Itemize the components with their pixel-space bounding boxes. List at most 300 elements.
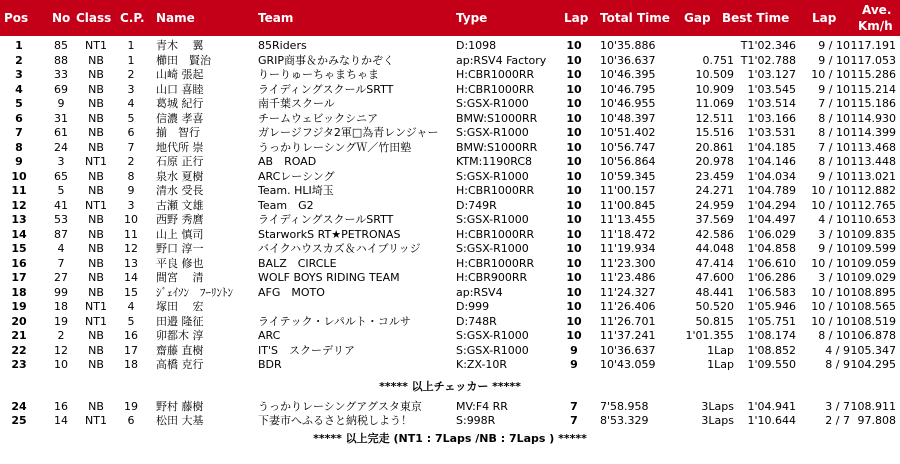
cell-lap: 10 <box>566 329 582 342</box>
cell-blap: 10 / 10 <box>811 285 850 299</box>
cell-class: NT1 <box>85 300 107 313</box>
cell-no: 87 <box>54 227 68 241</box>
cell-blap: 10 / 10 <box>811 198 850 212</box>
cell-name: 野村 藤樹 <box>156 400 204 413</box>
cell-total: 8'53.329 <box>600 414 649 427</box>
cell-type: S:GSX-R1000 <box>456 343 529 357</box>
cell-best: T1'02.788 <box>740 53 796 67</box>
cell-pos: 8 <box>15 140 23 154</box>
cell-gap: 15.516 <box>695 126 734 139</box>
cell-gap: 42.586 <box>695 227 734 241</box>
table-row <box>0 39 900 53</box>
cell-blap: 4 / 9 <box>825 343 850 357</box>
cell-pos: 6 <box>15 111 23 125</box>
cell-best: 1'03.127 <box>747 68 796 81</box>
cell-lap: 9 <box>570 358 578 371</box>
cell-type: S:GSX-R1000 <box>456 213 529 226</box>
table-row <box>0 97 900 111</box>
cell-team: ガレージフジタ2軍□為青レンジャー <box>258 126 439 139</box>
cell-total: 10'56.864 <box>600 155 656 168</box>
cell-total: 10'36.637 <box>600 343 656 357</box>
cell-name: 卯都木 淳 <box>156 329 204 342</box>
cell-lap: 7 <box>570 414 578 427</box>
cell-team: 南千葉スクール <box>258 97 335 110</box>
cell-class: NB <box>88 400 104 413</box>
table-row <box>0 68 900 82</box>
cell-ave: 114.930 <box>850 111 896 125</box>
col-team: Team <box>258 11 294 25</box>
cell-blap: 7 / 10 <box>818 140 850 154</box>
cell-blap: 10 / 10 <box>811 256 850 270</box>
cell-cp: 8 <box>127 169 135 183</box>
cell-pos: 7 <box>15 126 23 139</box>
cell-lap: 10 <box>566 213 582 226</box>
cell-team: 下妻市へふるさと納税しよう！ <box>258 414 412 427</box>
table-row <box>0 257 900 271</box>
cell-pos: 24 <box>11 400 27 413</box>
cell-ave: 113.021 <box>850 169 896 183</box>
cell-total: 11'24.327 <box>600 285 656 299</box>
cell-blap: 7 / 10 <box>818 97 850 110</box>
cell-gap: 24.271 <box>695 184 734 197</box>
table-row <box>0 315 900 329</box>
cell-lap: 10 <box>566 68 582 81</box>
cell-class: NB <box>88 271 104 284</box>
table-row <box>0 126 900 140</box>
cell-class: NB <box>88 97 104 110</box>
cell-team: GRIP商事＆かみなりかぞく <box>258 53 395 67</box>
cell-pos: 3 <box>15 68 23 81</box>
cell-pos: 2 <box>15 53 23 67</box>
cell-ave: 108.911 <box>850 400 896 413</box>
cell-type: D:999 <box>456 300 490 313</box>
cell-ave: 109.835 <box>850 227 896 241</box>
cell-blap: 9 / 10 <box>818 82 850 96</box>
cell-type: KTM:1190RC8 <box>456 155 533 168</box>
cell-type: H:CBR1000RR <box>456 68 535 81</box>
cell-pos: 12 <box>11 198 27 212</box>
cell-blap: 2 / 7 <box>825 414 850 427</box>
cell-cp: 5 <box>127 111 135 125</box>
cell-total: 10'59.345 <box>600 169 656 183</box>
cell-blap: 9 / 10 <box>818 169 850 183</box>
cell-name: 葛城 紀行 <box>156 97 204 110</box>
cell-total: 10'51.402 <box>600 126 656 139</box>
cell-name: 齋藤 直樹 <box>156 343 204 357</box>
cell-gap: 20.861 <box>695 140 734 154</box>
cell-ave: 112.882 <box>850 184 896 197</box>
cell-blap: 4 / 10 <box>818 213 850 226</box>
cell-team: StarworkS RT★PETRONAS <box>258 227 401 241</box>
col-total-time: Total Time <box>600 11 670 25</box>
cell-lap: 10 <box>566 126 582 139</box>
cell-type: S:GSX-R1000 <box>456 126 529 139</box>
cell-best: 1'08.852 <box>747 343 796 357</box>
cell-class: NT1 <box>85 155 107 168</box>
cell-cp: 19 <box>124 400 138 413</box>
col-ave: Ave. <box>862 3 892 17</box>
cell-cp: 3 <box>127 198 135 212</box>
table-row <box>0 400 900 414</box>
cell-pos: 20 <box>11 314 27 328</box>
cell-type: H:CBR1000RR <box>456 227 535 241</box>
cell-no: 33 <box>54 68 68 81</box>
cell-pos: 16 <box>11 256 27 270</box>
cell-name: 西野 秀麿 <box>156 213 204 226</box>
cell-best: 1'03.531 <box>747 126 796 139</box>
cell-team: 85Riders <box>258 39 307 52</box>
cell-ave: 108.565 <box>850 300 896 313</box>
cell-cp: 3 <box>127 82 135 96</box>
table-row <box>0 242 900 256</box>
cell-team: うっかりレーシングアグスタ東京 <box>258 400 422 413</box>
cell-gap: 20.978 <box>695 155 734 168</box>
cell-gap: 10.909 <box>695 82 734 96</box>
cell-no: 24 <box>54 140 68 154</box>
cell-type: S:GSX-R1000 <box>456 169 529 183</box>
cell-team: AFG MOTO <box>258 285 325 299</box>
cell-name: 野口 淳一 <box>156 242 204 255</box>
cell-name: 田邉 隆征 <box>156 314 204 328</box>
cell-best: 1'04.789 <box>747 184 796 197</box>
cell-best: 1'03.166 <box>747 111 796 125</box>
cell-type: H:CBR1000RR <box>456 82 535 96</box>
cell-pos: 22 <box>11 343 27 357</box>
cell-best: 1'03.514 <box>747 97 796 110</box>
cell-best: 1'04.941 <box>747 400 796 413</box>
cell-cp: 11 <box>124 227 138 241</box>
cell-lap: 10 <box>566 140 582 154</box>
cell-no: 19 <box>54 314 68 328</box>
cell-blap: 8 / 9 <box>825 358 850 371</box>
table-row <box>0 271 900 285</box>
cell-no: 99 <box>54 285 68 299</box>
cell-class: NB <box>88 53 104 67</box>
cell-lap: 10 <box>566 227 582 241</box>
cell-ave: 105.347 <box>850 343 896 357</box>
cell-name: 揃 智行 <box>156 126 200 139</box>
cell-class: NT1 <box>85 314 107 328</box>
cell-type: S:998R <box>456 414 496 427</box>
cell-best: 1'04.497 <box>747 213 796 226</box>
cell-lap: 10 <box>566 300 582 313</box>
cell-type: H:CBR900RR <box>456 271 528 284</box>
cell-blap: 9 / 10 <box>818 242 850 255</box>
cell-pos: 17 <box>11 271 27 284</box>
cell-team: チームウェビックシニア <box>258 111 379 125</box>
cell-ave: 108.895 <box>850 285 896 299</box>
cell-pos: 14 <box>11 227 27 241</box>
table-row <box>0 213 900 227</box>
cell-cp: 2 <box>127 68 135 81</box>
cell-ave: 110.653 <box>850 213 896 226</box>
cell-total: 10'46.955 <box>600 97 656 110</box>
cell-cp: 12 <box>124 242 138 255</box>
cell-gap: 3Laps <box>701 400 734 413</box>
cell-ave: 97.808 <box>857 414 896 427</box>
cell-team: BDR <box>258 358 282 371</box>
cell-ave: 112.765 <box>850 198 896 212</box>
col-no: No <box>52 11 71 25</box>
cell-blap: 10 / 10 <box>811 184 850 197</box>
cell-name: ｼﾞｪｲｿﾝ ﾌｰﾘﾝﾄﾝ <box>156 285 233 299</box>
table-row <box>0 155 900 169</box>
col-gap: Gap <box>684 11 711 25</box>
cell-type: MV:F4 RR <box>456 400 508 413</box>
cell-blap: 3 / 10 <box>818 271 850 284</box>
cell-ave: 117.053 <box>850 53 896 67</box>
cell-gap: 24.959 <box>695 198 734 212</box>
cell-team: ARCレーシング <box>258 169 335 183</box>
cell-gap: 1Lap <box>707 343 734 357</box>
cell-total: 11'18.472 <box>600 227 656 241</box>
cell-best: 1'09.550 <box>747 358 796 371</box>
cell-total: 10'56.747 <box>600 140 656 154</box>
cell-best: 1'03.545 <box>747 82 796 96</box>
table-row <box>0 358 900 372</box>
cell-name: 櫛田 賢治 <box>156 53 211 67</box>
cell-no: 65 <box>54 169 68 183</box>
cell-pos: 1 <box>15 39 23 52</box>
cell-cp: 10 <box>124 213 138 226</box>
cell-ave: 115.186 <box>850 97 896 110</box>
cell-lap: 10 <box>566 242 582 255</box>
cell-best: 1'04.146 <box>747 155 796 168</box>
table-row <box>0 344 900 358</box>
table-row <box>0 414 900 428</box>
cell-cp: 13 <box>124 256 138 270</box>
cell-total: 10'46.795 <box>600 82 656 96</box>
cell-class: NB <box>88 169 104 183</box>
cell-class: NB <box>88 343 104 357</box>
cell-team: Team G2 <box>258 198 314 212</box>
col-lap: Lap <box>564 11 589 25</box>
cell-no: 27 <box>54 271 68 284</box>
cell-team: Team. HLI埼玉 <box>258 184 334 197</box>
cell-cp: 2 <box>127 155 135 168</box>
cell-ave: 113.468 <box>850 140 896 154</box>
cell-ave: 113.448 <box>850 155 896 168</box>
cell-best: 1'04.294 <box>747 198 796 212</box>
cell-gap: 48.441 <box>695 285 734 299</box>
cell-ave: 114.399 <box>850 126 896 139</box>
cell-lap: 10 <box>566 53 582 67</box>
cell-blap: 10 / 10 <box>811 314 850 328</box>
cell-ave: 109.599 <box>850 242 896 255</box>
cell-total: 11'19.934 <box>600 242 656 255</box>
cell-name: 石原 正行 <box>156 155 204 168</box>
cell-class: NB <box>88 329 104 342</box>
cell-pos: 15 <box>11 242 27 255</box>
cell-cp: 1 <box>127 39 135 52</box>
cell-team: BALZ CIRCLE <box>258 256 337 270</box>
cell-team: りーりゅーちゃまちゃま <box>258 68 379 81</box>
cell-blap: 8 / 10 <box>818 155 850 168</box>
table-row <box>0 228 900 242</box>
cell-lap: 10 <box>566 256 582 270</box>
cell-type: K:ZX-10R <box>456 358 508 371</box>
col-cp: C.P. <box>120 11 145 25</box>
cell-cp: 4 <box>127 300 135 313</box>
col-pos: Pos <box>4 11 29 25</box>
col-class: Class <box>76 11 112 25</box>
cell-lap: 10 <box>566 82 582 96</box>
cell-class: NB <box>88 184 104 197</box>
cell-type: H:CBR1000RR <box>456 256 535 270</box>
cell-class: NB <box>88 111 104 125</box>
cell-no: 2 <box>57 329 65 342</box>
cell-best: 1'08.174 <box>747 329 796 342</box>
cell-name: 平良 修也 <box>156 256 204 270</box>
cell-type: H:CBR1000RR <box>456 184 535 197</box>
table-row <box>0 170 900 184</box>
cell-ave: 117.191 <box>850 39 896 52</box>
cell-team: AB ROAD <box>258 155 317 168</box>
cell-gap: 0.751 <box>702 53 734 67</box>
cell-lap: 10 <box>566 285 582 299</box>
cell-lap: 10 <box>566 39 582 52</box>
cell-total: 10'43.059 <box>600 358 656 371</box>
cell-blap: 8 / 10 <box>818 329 850 342</box>
cell-no: 5 <box>57 184 65 197</box>
cell-pos: 18 <box>11 285 27 299</box>
cell-best: 1'05.946 <box>747 300 796 313</box>
cell-team: ライディングスクールSRTT <box>258 213 394 226</box>
cell-blap: 8 / 10 <box>818 126 850 139</box>
cell-class: NB <box>88 68 104 81</box>
col-type: Type <box>456 11 488 25</box>
cell-pos: 5 <box>15 97 23 110</box>
cell-name: 青木 翼 <box>156 39 204 52</box>
cell-type: S:GSX-R1000 <box>456 242 529 255</box>
cell-best: T1'02.346 <box>740 39 796 52</box>
cell-type: ap:RSV4 Factory <box>456 53 547 67</box>
cell-lap: 10 <box>566 314 582 328</box>
cell-name: 間宮 清 <box>156 271 204 284</box>
cell-cp: 18 <box>124 358 138 371</box>
cell-best: 1'06.286 <box>747 271 796 284</box>
cell-cp: 1 <box>127 53 135 67</box>
cell-no: 61 <box>54 126 68 139</box>
table-row <box>0 300 900 314</box>
cell-ave: 115.214 <box>850 82 896 96</box>
cell-name: 塚田 宏 <box>156 300 204 313</box>
cell-no: 41 <box>54 198 68 212</box>
header-bar <box>0 0 900 36</box>
cell-ave: 115.286 <box>850 68 896 81</box>
cell-total: 10'36.637 <box>600 53 656 67</box>
cell-name: 山口 喜睦 <box>156 82 204 96</box>
cell-no: 4 <box>57 242 65 255</box>
cell-total: 11'13.455 <box>600 213 656 226</box>
cell-name: 高橋 克行 <box>156 358 204 371</box>
cell-cp: 6 <box>127 414 135 427</box>
cell-gap: 11.069 <box>695 97 734 110</box>
cell-name: 山崎 張起 <box>156 68 204 81</box>
cell-class: NB <box>88 126 104 139</box>
cell-class: NB <box>88 227 104 241</box>
cell-no: 14 <box>54 414 68 427</box>
cell-best: 1'05.751 <box>747 314 796 328</box>
cell-best: 1'04.034 <box>747 169 796 183</box>
cell-gap: 44.048 <box>695 242 734 255</box>
cell-class: NB <box>88 242 104 255</box>
cell-no: 10 <box>54 358 68 371</box>
cell-team: うっかりレーシングＷ／竹田塾 <box>258 140 412 154</box>
cell-pos: 13 <box>11 213 27 226</box>
cell-pos: 10 <box>11 169 27 183</box>
finish-note: ***** 以上完走 (NT1 : 7Laps /NB : 7Laps ) ***** <box>313 432 587 445</box>
cell-best: 1'10.644 <box>747 414 796 427</box>
cell-ave: 108.519 <box>850 314 896 328</box>
cell-class: NB <box>88 285 104 299</box>
checker-note: ***** 以上チェッカー ***** <box>379 380 521 393</box>
cell-class: NB <box>88 140 104 154</box>
cell-type: D:749R <box>456 198 497 212</box>
cell-total: 10'48.397 <box>600 111 656 125</box>
cell-total: 11'37.241 <box>600 329 656 342</box>
table-row <box>0 83 900 97</box>
cell-pos: 19 <box>11 300 27 313</box>
cell-blap: 3 / 7 <box>825 400 850 413</box>
cell-total: 11'26.701 <box>600 314 656 328</box>
cell-name: 古瀬 文雄 <box>156 198 204 212</box>
cell-lap: 7 <box>570 400 578 413</box>
cell-pos: 21 <box>11 329 27 342</box>
cell-class: NT1 <box>85 198 107 212</box>
cell-class: NT1 <box>85 39 107 52</box>
cell-gap: 1Lap <box>707 358 734 371</box>
cell-gap: 47.414 <box>695 256 734 270</box>
table-row <box>0 184 900 198</box>
cell-best: 1'04.185 <box>747 140 796 154</box>
table-row <box>0 286 900 300</box>
cell-gap: 47.600 <box>695 271 734 284</box>
cell-blap: 9 / 10 <box>818 53 850 67</box>
cell-blap: 8 / 10 <box>818 111 850 125</box>
cell-type: BMW:S1000RR <box>456 140 538 154</box>
cell-no: 88 <box>54 53 68 67</box>
cell-total: 11'00.157 <box>600 184 656 197</box>
cell-ave: 106.878 <box>850 329 896 342</box>
cell-class: NB <box>88 213 104 226</box>
cell-gap: 50.520 <box>695 300 734 313</box>
cell-name: 清水 受長 <box>156 184 204 197</box>
table-row <box>0 199 900 213</box>
cell-best: 1'06.610 <box>747 256 796 270</box>
cell-class: NT1 <box>85 414 107 427</box>
cell-name: 信濃 孝喜 <box>156 111 204 125</box>
cell-team: ライディングスクールSRTT <box>258 82 394 96</box>
cell-no: 12 <box>54 343 68 357</box>
cell-gap: 23.459 <box>695 169 734 183</box>
cell-team: ライテック・レパルト・コルサ <box>258 314 411 328</box>
cell-team: バイクハウスカズ＆ハイブリッジ <box>258 242 421 255</box>
cell-no: 3 <box>57 155 65 168</box>
cell-best: 1'06.029 <box>747 227 796 241</box>
cell-cp: 9 <box>127 184 135 197</box>
cell-no: 7 <box>57 256 65 270</box>
cell-type: ap:RSV4 <box>456 285 503 299</box>
cell-total: 10'46.395 <box>600 68 656 81</box>
cell-cp: 16 <box>124 329 138 342</box>
table-row <box>0 54 900 68</box>
cell-lap: 10 <box>566 184 582 197</box>
cell-ave: 109.029 <box>850 271 896 284</box>
cell-cp: 7 <box>127 140 135 154</box>
cell-name: 地代所 崇 <box>156 140 204 154</box>
cell-team: WOLF BOYS RIDING TEAM <box>258 271 400 284</box>
